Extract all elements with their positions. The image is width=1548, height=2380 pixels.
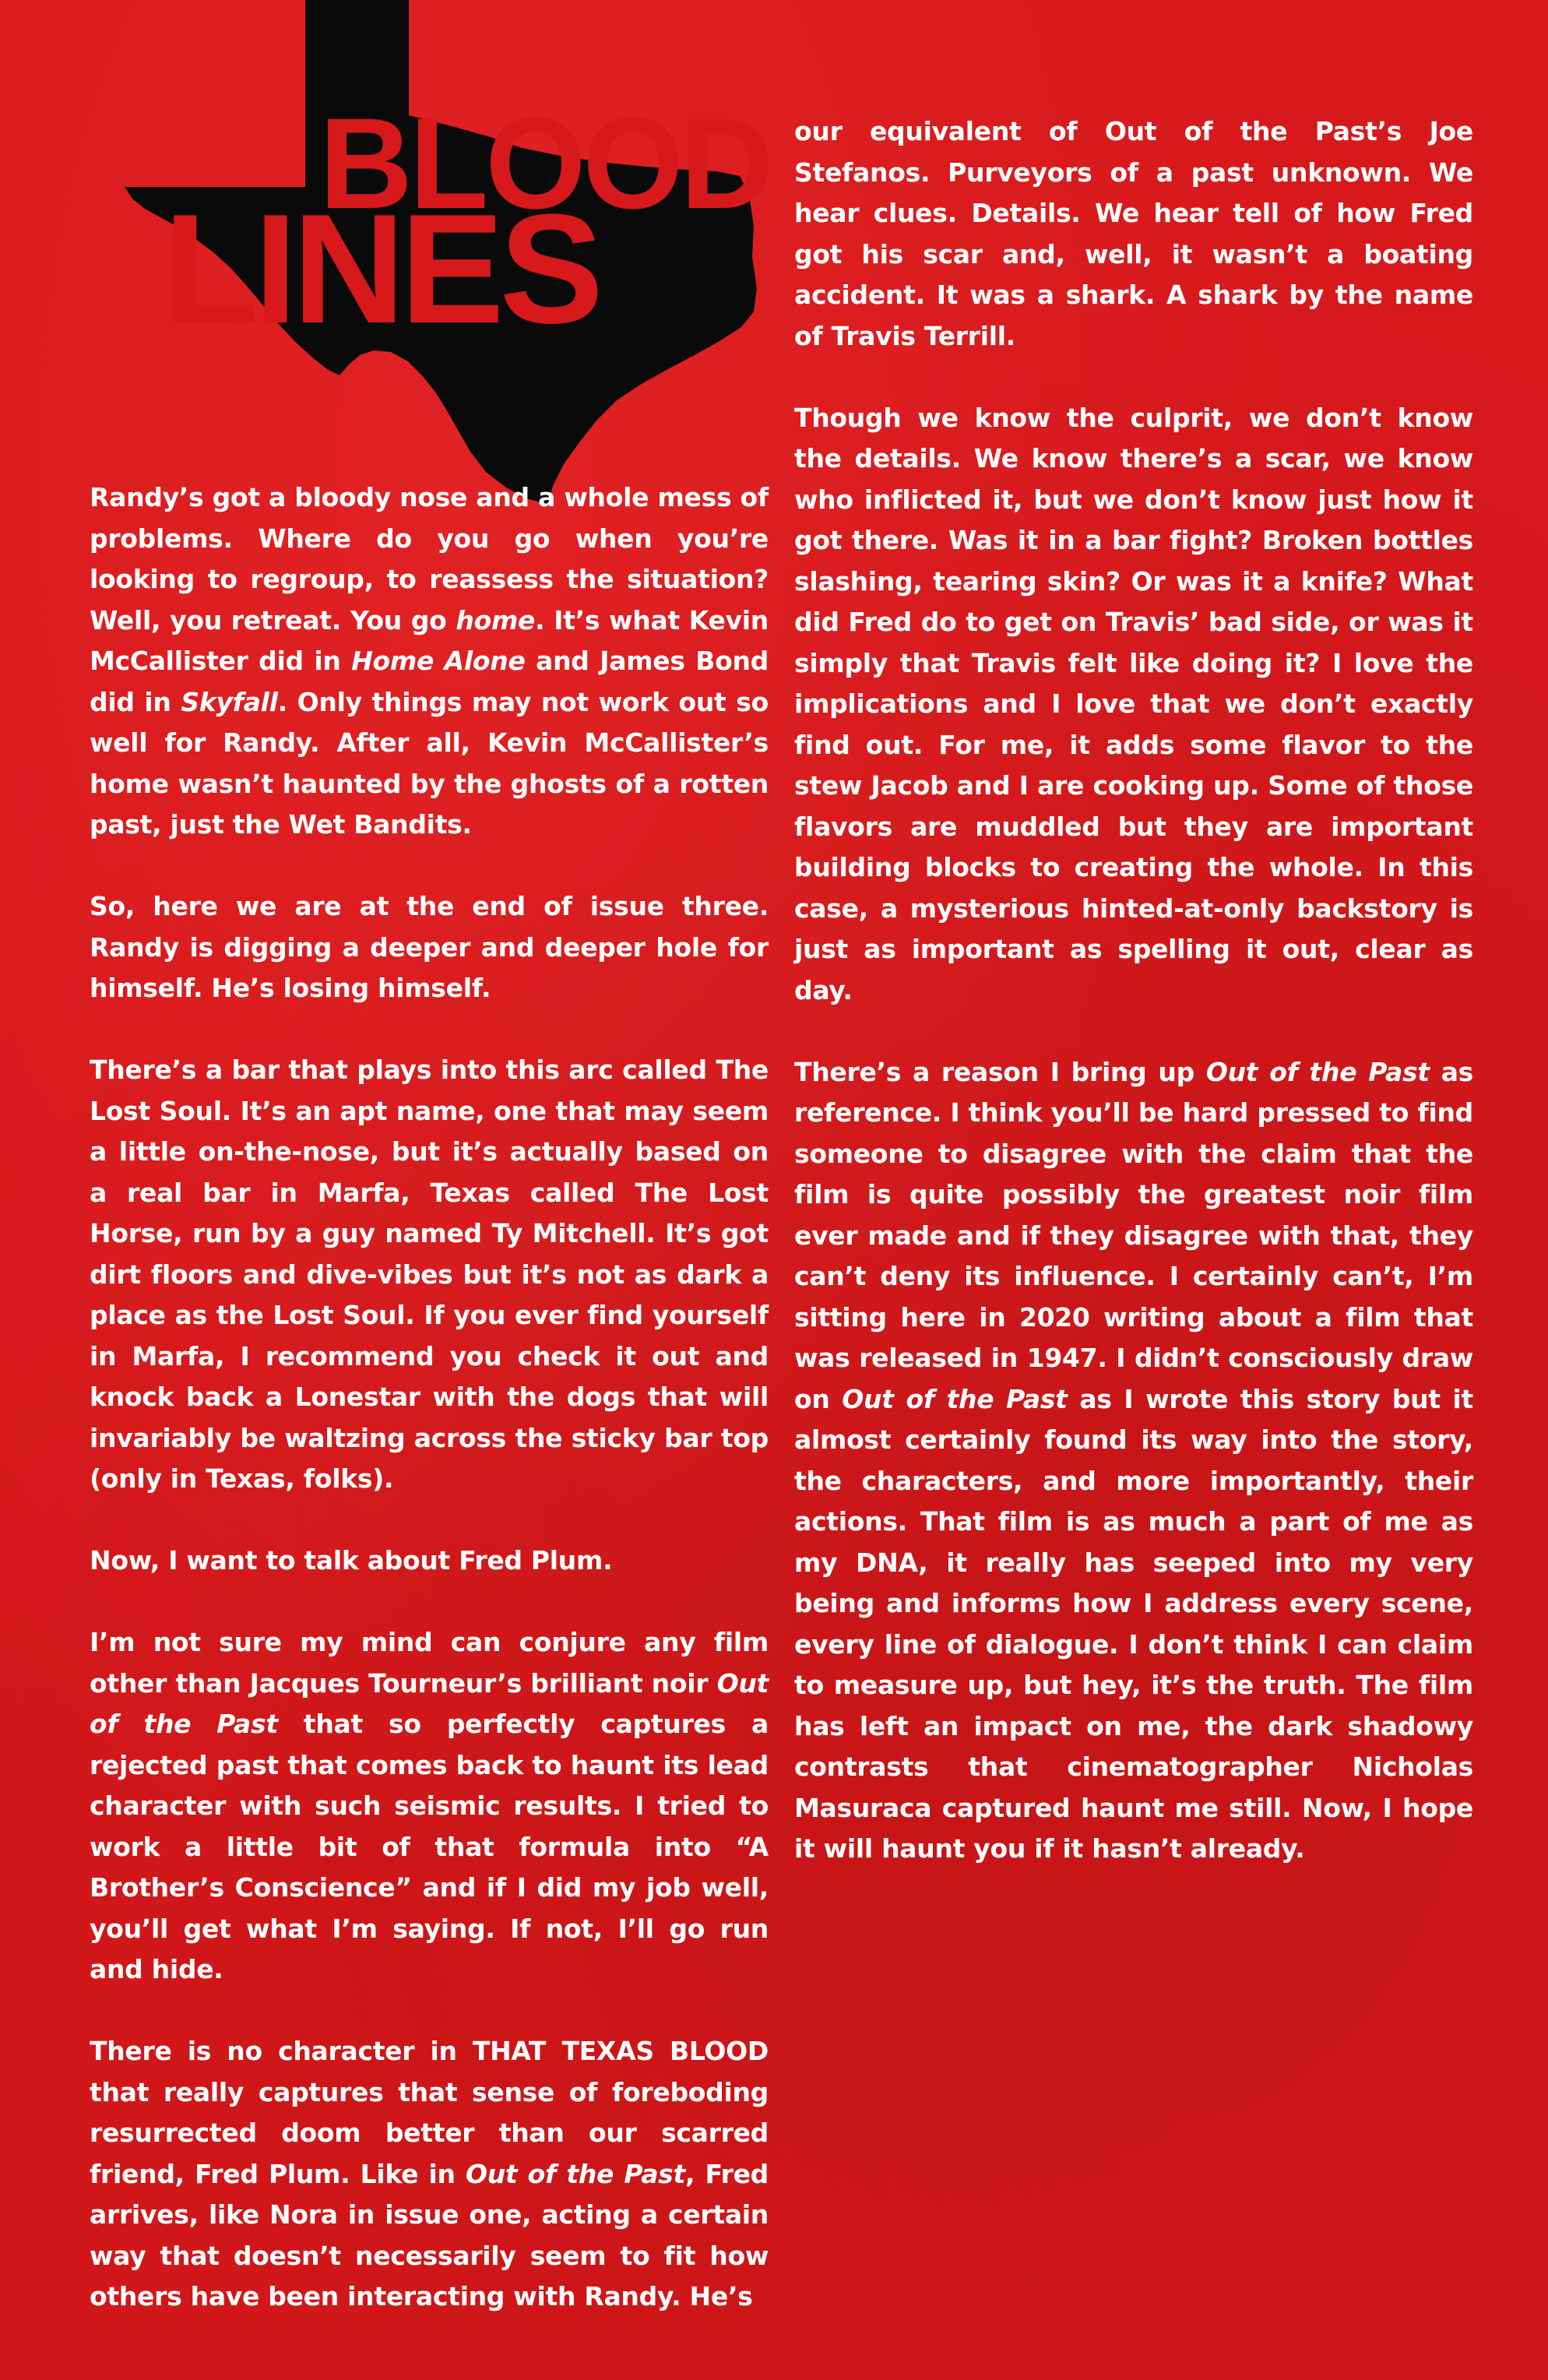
- paragraph: I’m not sure my mind can conjure any film other than Jacques Tourneur’s brilliant noir Out of the Past that so perfectly captures a rejected past that comes back to haunt its lead character with such seismic results. I tried to work a little bit of that formula into “A Brother’s Conscience” and if I did my job well, you’ll get what I’m saying. If not, I’ll go run and hide.: [90, 1627, 769, 1984]
- masthead: [86, 0, 786, 506]
- paragraph: Randy’s got a bloody nose and a whole mess of problems. Where do you go when you’re looking to regroup, to reassess the situation? Well, you retreat. You go home. It’s what Kevin McCallister did in Home Alone and James Bond did in Skyfall. Only things may not work out so well for Randy. After all, Kevin McCallister’s home wasn’t haunted by the ghosts of a rotten past, just the Wet Bandits.: [90, 482, 769, 840]
- left-column: [90, 477, 769, 2318]
- paragraph: There’s a reason I bring up Out of the Past as reference. I think you’ll be hard pressed to find someone to disagree with the claim that the film is quite possibly the greatest noir film ever made and if they disagree with that, they can’t deny its influence. I certainly can’t, I’m sitting here in 2020 writing about a film that was released in 1947. I didn’t consciously draw on Out of the Past as I wrote this story but it almost certainly found its way into the story, the characters, and more importantly, their actions. That film is as much a part of me as my DNA, it really has seeped into my very being and informs how I address every scene, every line of dialogue. I don’t think I can claim to measure up, but hey, it’s the truth. The film has left an impact on me, the dark shadowy contrasts that cinematographer Nicholas Masuraca captured haunt me still. Now, I hope it will haunt you if it hasn’t already.: [794, 1056, 1474, 1864]
- paragraph: Though we know the culprit, we don’t know the details. We know there’s a scar, we know who inflicted it, but we don’t know just how it got there. Was it in a bar fight? Broken bottles slashing, tearing skin? Or was it a knife? What did Fred do to get on Travis’ bad side, or was it simply that Travis felt like doing it? I love the implications and I love that we don’t exactly find out. For me, it adds some flavor to the stew Jacob and I are cooking up. Some of those flavors are muddled but they are important building blocks to creating the whole. In this case, a mysterious hinted-at-only backstory is just as important as spelling it out, clear as day.: [794, 402, 1473, 1005]
- paragraph: There is no character in THAT TEXAS BLOOD that really captures that sense of foreboding resurrected doom better than our scarred friend, Fred Plum. Like in Out of the Past, Fred arrives, like Nora in issue one, acting a certain way that doesn’t necessarily seem to fit how others have been interacting with Randy. He’s: [90, 2036, 769, 2311]
- right-column: [794, 111, 1473, 1870]
- paragraph: There’s a bar that plays into this arc called The Lost Soul. It’s an apt name, one that may seem a little on-the-nose, but it’s actually based on a real bar in Marfa, Texas called The Lost Horse, run by a guy named Ty Mitchell. It’s got dirt floors and dive-vibes but it’s not as dark a place as the Lost Soul. If you ever find yourself in Marfa, I recommend you check it out and knock back a Lonestar with the dogs that will invariably be waltzing across the sticky bar top (only in Texas, folks).: [90, 1054, 769, 1494]
- title-blood: BLOOD: [319, 92, 771, 236]
- paragraph: Now, I want to talk about Fred Plum.: [90, 1545, 613, 1576]
- paragraph: So, here we are at the end of issue three. Randy is digging a deeper and deeper hole for himself. He’s losing himself.: [90, 891, 769, 1003]
- paragraph: our equivalent of Out of the Past’s Joe Stefanos. Purveyors of a past unknown. We hear clues. Details. We hear tell of how Fred got his scar and, well, it wasn’t a boating accident. It was a shark. A shark by the name of Travis Terrill.: [794, 116, 1473, 351]
- title-lines: LINES: [164, 182, 599, 356]
